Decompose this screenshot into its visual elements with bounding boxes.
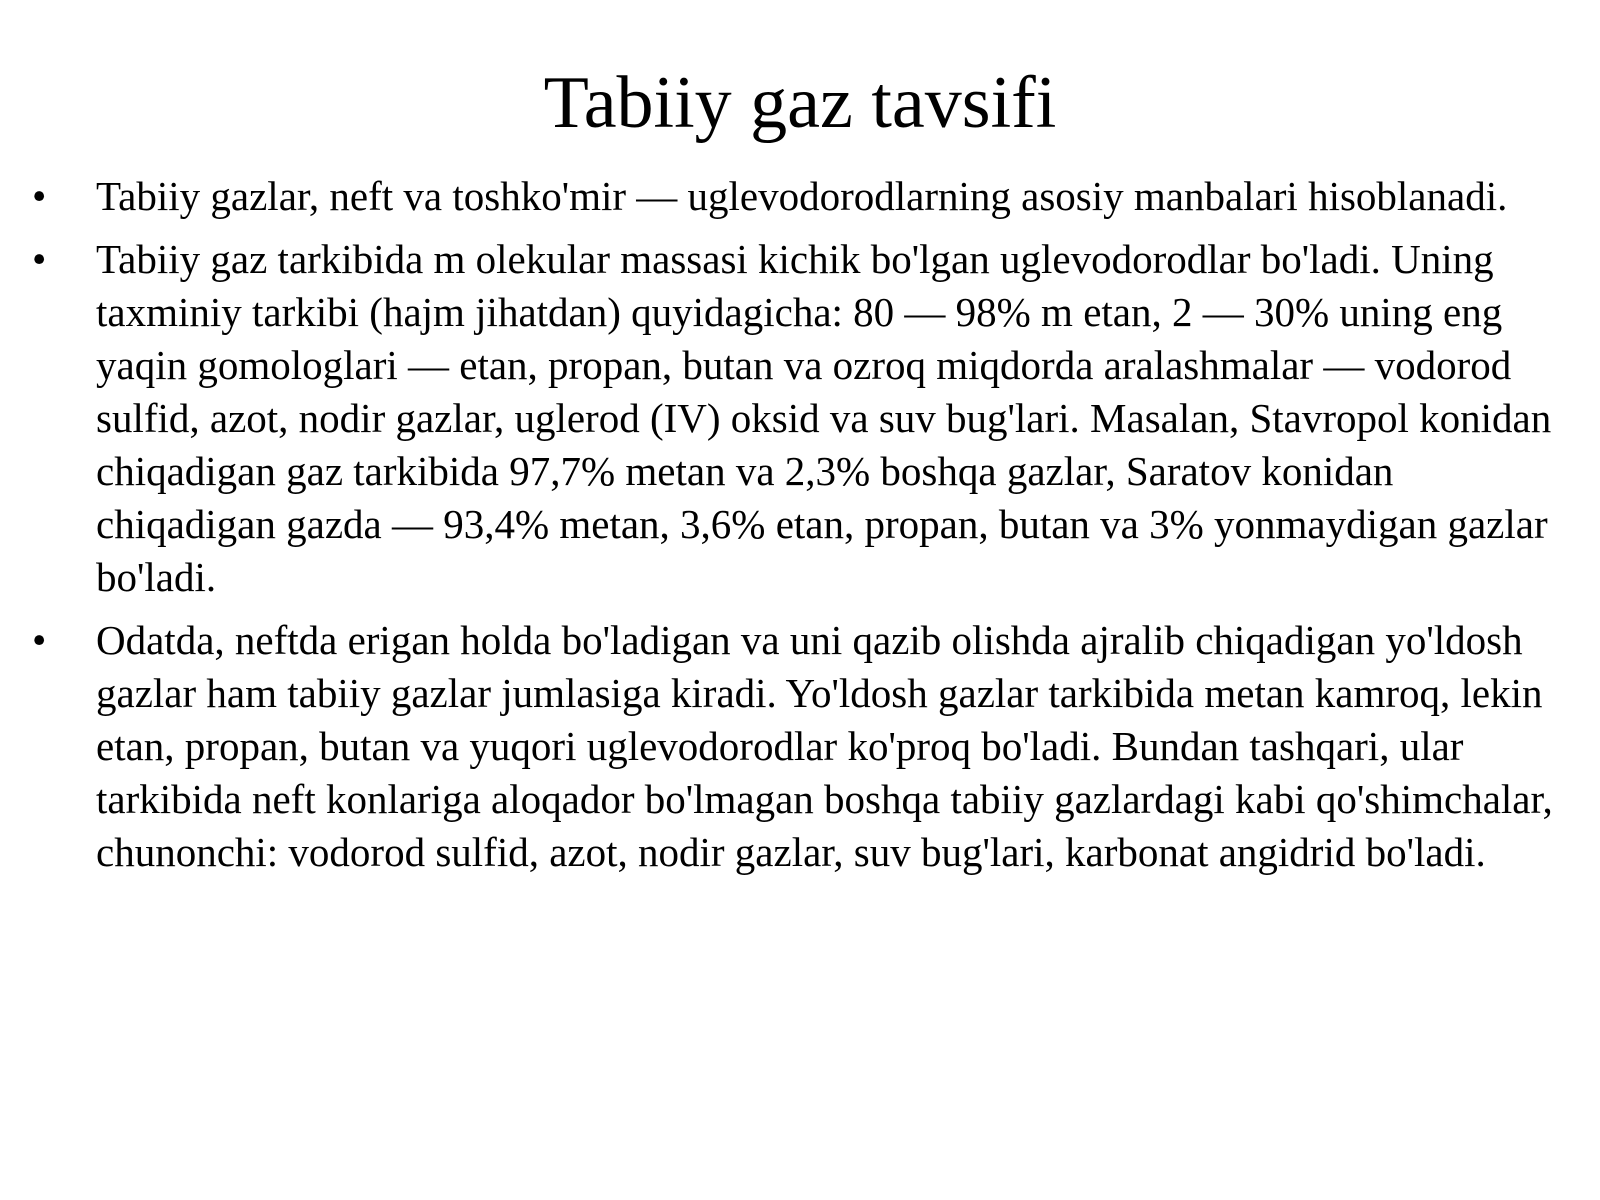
bullet-point-icon: • [32, 617, 47, 663]
bullet-text: Tabiiy gaz tarkibida m olekular massasi kichik bo'lgan uglevodorodlar bo'ladi. Uning taxminiy tarkibi (hajm jihatdan) quyidagicha: 80 — 98% m etan, 2 — 30% uning eng yaqin gomologlari — etan, propan, butan va ozroq miqdorda aralashmalar — vodorod sulfid, azot, nodir gazlar, uglerod (IV) oksid va suv bug'lari. Masalan, Stavropol konidan chiqadigan gaz tarkibida 97,7% metan va 2,3% boshqa gazlar, Saratov konidan chiqadigan gazda — 93,4% metan, 3,6% etan, propan, butan va 3% yonmaydigan gazlar bo'ladi. [96, 236, 1552, 600]
bullet-point-icon: • [32, 236, 47, 282]
bullet-list [0, 170, 1600, 889]
bullet-text: Odatda, neftda erigan holda bo'ladigan va uni qazib olishda ajralib chiqadigan yo'ldosh gazlar ham tabiiy gazlar jumlasiga kiradi. Yo'ldosh gazlar tarkibida metan kamroq, lekin etan, propan, butan va yuqori uglevodorodlar ko'proq bo'ladi. Bundan tashqari, ular tarkibida neft konlariga aloqador bo'lmagan boshqa tabiiy gazlardagi kabi qo'shimchalar, chunonchi: vodorod sulfid, azot, nodir gazlar, suv bug'lari, karbonat angidrid bo'ladi. [96, 617, 1553, 875]
bullet-item [0, 233, 1600, 604]
bullet-text: Tabiiy gazlar, neft va toshko'mir — uglevodorodlarning asosiy manbalari hisoblanadi. [96, 173, 1508, 219]
bullet-point-icon: • [32, 173, 47, 219]
slide-title: Tabiiy gaz tavsifi [543, 62, 1057, 144]
bullet-item [0, 170, 1600, 223]
bullet-item [0, 614, 1600, 879]
